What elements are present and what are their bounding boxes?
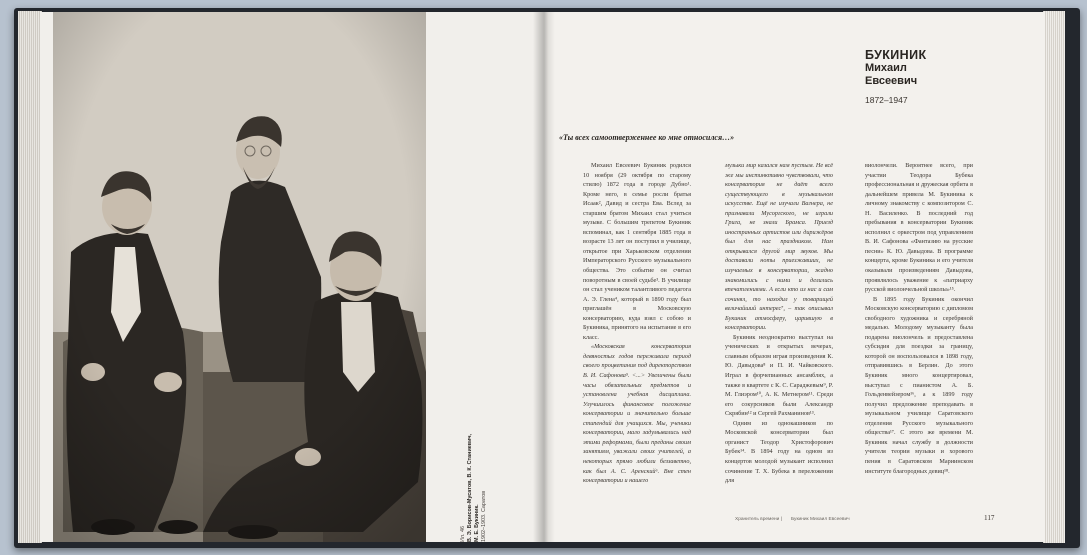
paragraph: В 1895 году Букиник окончил Московскую консерваторию с дипломом свободного художника и серебряной медалью. Молодому музыканту была подарена виолончель и предоставлена субсидия для поездки за границу, которой он воспользовался в 1898 году, отправившись в Берлин. До этого Букиник много концертировал, выступал с пианистом А. Б. Гольденвейзером¹⁶, а к 1899 году получил предложение преподавать в музыкальном училище Саратовского отделения Русского музыкального общества¹⁷. С этого же времени М. Букиник начал службу в должности учителя теории музыки и хорового пения в Саратовском Мариинском институте благородных девиц¹⁸. [865,295,973,475]
caption-figure-label: Ил. 46 [460,525,466,542]
epigraph: «Ты всех самоотверженнее ко мне относился…» [559,133,735,142]
paragraph: Михаил Евсеевич Букиник родился 10 ноября (29 октября по старому стилю) 1872 года в городе Дубно¹. Кроме него, в семье росли братья Исаак², Давид и сестра Ева. Вслед за старшим братом Михаил стал учиться музыке. С большим трепетом Букиник вспоминал, как 1 сентября 1885 года в возрасте 13 лет он поступил в училище, открытое при Харьковском отделении Императорского Русского музыкального общества. Это событие он считал поворотным в своей судьбе³. В училище он стал учеником талантливого педагога А. Э. Глена⁴, который в 1890 году был приглашён в Московскую консерваторию, куда взял с собою и Букиника, принятого на испытание в его класс. [583,162,691,341]
left-page-edges [18,11,42,543]
text-column-3 [865,161,973,476]
book-gutter-shadow [533,12,555,542]
heading-surname: БУКИНИК [865,48,927,62]
historical-photograph [53,12,426,542]
heading-given-name: Михаил [865,62,907,74]
right-page [543,12,1045,542]
footer-series: Хранитель времени [735,517,780,522]
paragraph: Букиник неоднократно выступал на ученических и открытых вечерах, славным образом играя произведения К. Ю. Давыдова⁸ и П. И. Чайковского. Играл в форчепианных ансамблях, а также в квартете с К. С. Сараджевым⁹, Р. М. Глиэром¹⁰, А. К. Метнером¹¹. Среди его сокурсников были Александр Скрябин¹² и Сергей Рахманинов¹³. [725,333,833,418]
footer-chapter: Букиник Михаил Евсеевич [791,517,850,522]
heading-years: 1872–1947 [865,95,908,105]
caption-people-2: М. Е. Букиник. [474,504,480,542]
text-column-2 [725,161,833,486]
text-column-1 [583,161,691,486]
paragraph-quote-cont: музыки мир казался нам пустым. Не всё же мы инстинктивно чувствовали, что консерватория не даёт всего существующего в музыкальном искусстве. Ещё не изучали Вагнера, не признавали Мусоргского, не играли Грига, не знали Брамса. Приезд иностранных артистов или дирижёров был для нас праздником. Нам открывался другой мир звуков. Мы доставали ноты приезжавших, не изучаемых в консерватории, жадно знакомились с ними и делились впечатлениями. А если кто из нас и сам сочинял, то находил у товарищей величайший интерес⁷, – так описывал Букиник атмосферу, царившую в консерватории. [725,162,833,332]
paragraph-quote: «Московская консерватория девяностых годов переживала период своего процветания под директорством В. И. Сафонова⁵. <...> Увеличены были часы обязательных предметов и установлена учебная дисциплина. Улучшилось финансовое положение консерватории и значительно больше стипендий для учащихся. Мы, ученики консерватории, мало задумывались над этими реформами, были преданы своим занятиям, уважали своих учителей, а некоторых прямо любили беззаветно, как был А. С. Аренский⁶. Вне стен консерватории и нашего [583,343,691,485]
caption-people: В. Э. Борисов-Мусатов, В. К. Станиевич, [467,433,473,542]
photo-portrait-icon [53,12,426,542]
chapter-heading [865,48,1035,105]
left-page [40,12,543,542]
photo-caption [442,392,542,542]
caption-date-place: 1902–1903. Саратов [481,490,487,542]
page-number: 117 [984,514,995,522]
right-page-edges [1043,11,1065,543]
paragraph: виолончели. Вероятнее всего, при участии Теодора Бубека профессиональная и дружеская орбита в дальнейшем привела М. Букиника к личному знакомству с композитором С. Н. Василенко. В последний год пребывания в консерватории Букиник исполнил с оркестром под управлением В. И. Сафонова «Фантазию на русские песни» К. Ю. Давыдова. В программе концерта, кроме Букиника и его учителя оказывали произведениям Давыдова, проявлялось уважение к «патриарху русской виолончельной школы»¹⁵. [865,162,973,294]
paragraph: Одним из однокашников по Московской консерватории был органист Теодор Христофорович Бубек¹⁴. В 1894 году на одном из концертов молодой музыкант исполнил сочинение Т. Х. Бубека в переложении для [725,419,833,485]
footer-divider: | [781,517,783,522]
heading-patronymic: Евсеевич [865,75,918,87]
